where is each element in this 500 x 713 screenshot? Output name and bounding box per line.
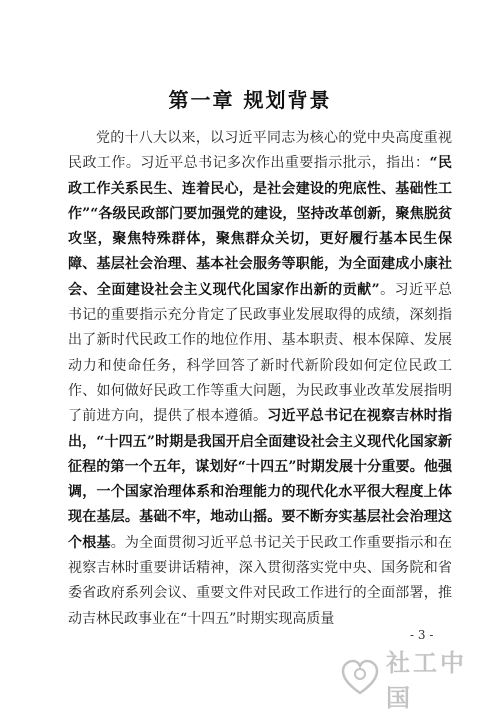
page-number: - 3 - [410,628,434,642]
text-run-4-quote: 习近平总书记在视察吉林时指出，“十四五”时期是我国开启全面建设社会主义现代化国家新征程的第一个五年，谋划好“十四五”时期发展十分重要。他强调，一个国家治理体系和治理能力的现代化水平很大程度上体现在基层。基础不牢，地动山摇。要不断夯实基层社会治理这个根基 [68,408,453,551]
watermark [340,648,490,712]
text-run-5: 。为全面贯彻习近平总书记关于民政工作重要指示和在视察吉林时重要讲话精神，深入贯彻落实党中央、国务院和省委省政府系列会议、重要文件对民政工作进行的全面部署，推动吉林民政事业在“十四五”时期实现高质量 [68,534,453,627]
watermark-text: 社工中国 [386,648,467,712]
chapter-title: 第一章 规划背景 [168,88,332,112]
text-run-2-quote: “民政工作关系民生、连着民心，是社会建设的兜底性、基础性工作”“各级民政部门要加强党的建设，坚持改革创新，聚焦脱贫攻坚，聚焦特殊群体，聚焦群众关切，更好履行基本民生保障、基层社会治理、基本社会服务等职能，为全面建成小康社会、全面建设社会主义现代化国家作出新的贡献” [68,155,452,298]
heart-hands-logo-icon [340,658,380,698]
paragraph-text [68,126,452,632]
text-run-3: 。习近平总书记的重要指示充分肯定了民政事业发展取得的成绩，深刻指出了新时代民政工作的地位作用、基本职责、根本保障、发展动力和使命任务，科学回答了新时代新阶段如何定位民政工作、如何做好民政工作等重大问题，为民政事业改革发展指明了前进方向，提供了根本遵循。 [68,281,452,425]
text-run-1: 党的十八大以来，以习近平同志为核心的党中央高度重视民政工作。习近平总书记多次作出重要指示批示，指出： [68,130,452,172]
body-paragraph [68,126,452,632]
